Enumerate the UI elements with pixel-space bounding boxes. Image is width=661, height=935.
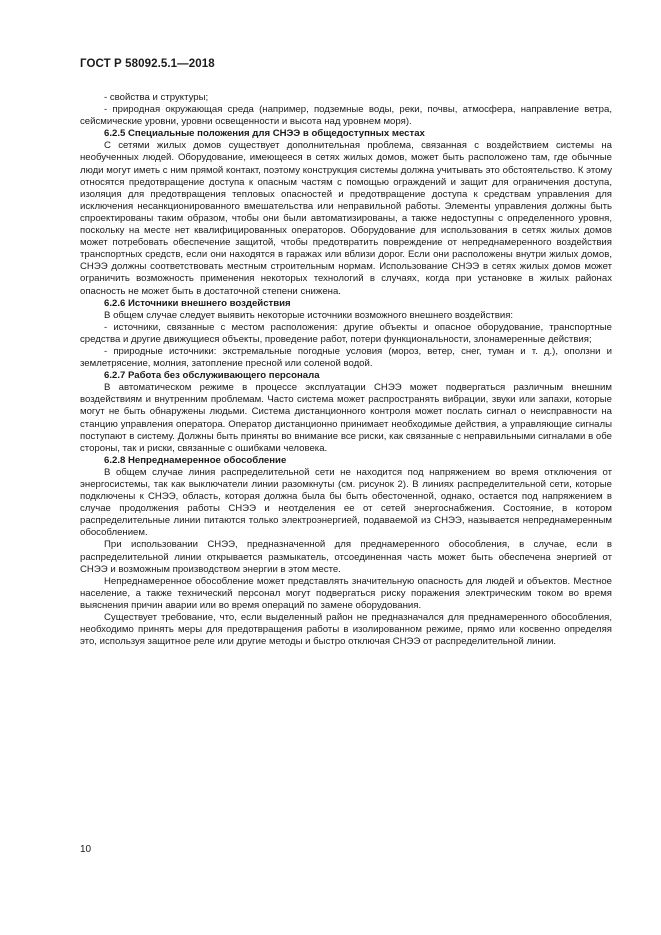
list-item-environment: - природная окружающая среда (например, подземные воды, реки, почвы, атмосфера, направление ветра, сейсмические уровни, уровни освещенности и высота над уровнем моря). (80, 104, 612, 128)
list-item-location-sources: - источники, связанные с местом расположения: другие объекты и опасное оборудование, транспортные средства и другие движущиеся объекты, проведение работ, потери функциональности, злонамеренные действия; (80, 321, 612, 345)
section-heading-6-2-8: 6.2.8 Непреднамеренное обособление (104, 454, 287, 466)
paragraph-islanding-requirement: Существует требование, что, если выделенный район не предназначался для преднамеренного обособления, необходимо принять меры для предотвращения работы в изолированном режиме, прямо или косвенно определяя это, используя защитное реле или другие методы и быстро отключая СНЭЭ от распределительной линии. (80, 612, 612, 648)
section-heading-6-2-6: 6.2.6 Источники внешнего воздействия (104, 297, 291, 309)
paragraph-unattended-operation: В автоматическом режиме в процессе эксплуатации СНЭЭ может подвергаться различным внешним воздействиям и внутренним проблемам. Часто система может распространять вибрации, звуки или запахи, которые могут не быть обнаружены людьми. Система дистанционного контроля может послать сигнал о неисправности на станцию управления оператора. Оператор дистанционно принимает необходимые действия, а управляющие сигналы поступают в систему. Должны быть приняты во внимание все риски, как связанные с неправильными сигналами в обе стороны, так и риски, связанные с ошибками человека. (80, 382, 612, 454)
section-heading-6-2-7: 6.2.7 Работа без обслуживающего персонала (104, 370, 320, 382)
page-number: 10 (80, 844, 92, 855)
paragraph-islanding-intentional: При использовании СНЭЭ, предназначенной для преднамеренного обособления, в случае, если в распределительной линии открывается размыкатель, отсоединенная часть может быть обеспечена энергией от СНЭЭ и возможным производством энергии в этом месте. (80, 539, 612, 575)
paragraph-islanding-general: В общем случае линия распределительной сети не находится под напряжением во время отключения от энергосистемы, так как выключатели линии разомкнуты (см. рисунок 2). В линиях распределительной сети, которые подключены к СНЭЭ, область, которая должна была бы быть обесточенной, однако, остается под напряжением в случае продолжения работы СНЭЭ и неотделения ее от сетей энергоснабжения. Состояние, в котором распределительные линии питаются только электроэнергией, подаваемой из СНЭЭ, называется непреднамеренным обособлением. (80, 466, 612, 539)
paragraph-residential-networks: С сетями жилых домов существует дополнительная проблема, связанная с воздействием системы на необученных людей. Оборудование, имеющееся в сетях жилых домов, может быть расположено там, где обычные люди могут иметь с ним прямой контакт, поэтому конструкция системы должна учитывать это обстоятельство. К этому относятся предотвращение доступа к опасным частям с помощью ограждений и защит для ограничения доступа, изоляция для предотвращения тепловых опасностей и предотвращение доступа к средствам управления для исключения несанкционированного вмешательства или неправильной работы. Элементы управления должны быть спроектированы таким образом, чтобы они были автоматизированы, а также недоступны с определенного уровня, поскольку на месте нет квалифицированных операторов. Оборудование для использования в сетях жилых домов может потребовать обеспечение защитой, чтобы предотвратить повреждение от непреднамеренного воздействия транспортных средств, если они находятся в гаражах или вблизи дорог. Если они расположены внутри жилых домов, СНЭЭ должны соответствовать местным строительным нормам. Использование СНЭЭ в сетях жилых домов может ограничить возможность применения некоторых технологий в случаях, когда при установке в жилых районах опасность не может быть в достаточной степени снижена. (80, 140, 612, 297)
list-item-natural-sources: - природные источники: экстремальные погодные условия (мороз, ветер, снег, туман и т. д.), оползни и землетрясение, молния, затопление пресной или соленой водой. (80, 345, 612, 370)
list-item-properties: - свойства и структуры; (104, 92, 209, 103)
document-body (80, 92, 612, 648)
document-header: ГОСТ Р 58092.5.1—2018 (80, 58, 215, 70)
paragraph-external-sources-intro: В общем случае следует выявить некоторые источники возможного внешнего воздействия: (104, 309, 514, 321)
paragraph-islanding-danger: Непреднамеренное обособление может представлять значительную опасность для людей и объектов. Местное население, а также технический персонал могут подвергаться риску поражения электрическим током во время выяснения причин аварии или во время операций по замене оборудования. (80, 575, 612, 611)
section-heading-6-2-5: 6.2.5 Специальные положения для СНЭЭ в общедоступных местах (104, 128, 425, 140)
